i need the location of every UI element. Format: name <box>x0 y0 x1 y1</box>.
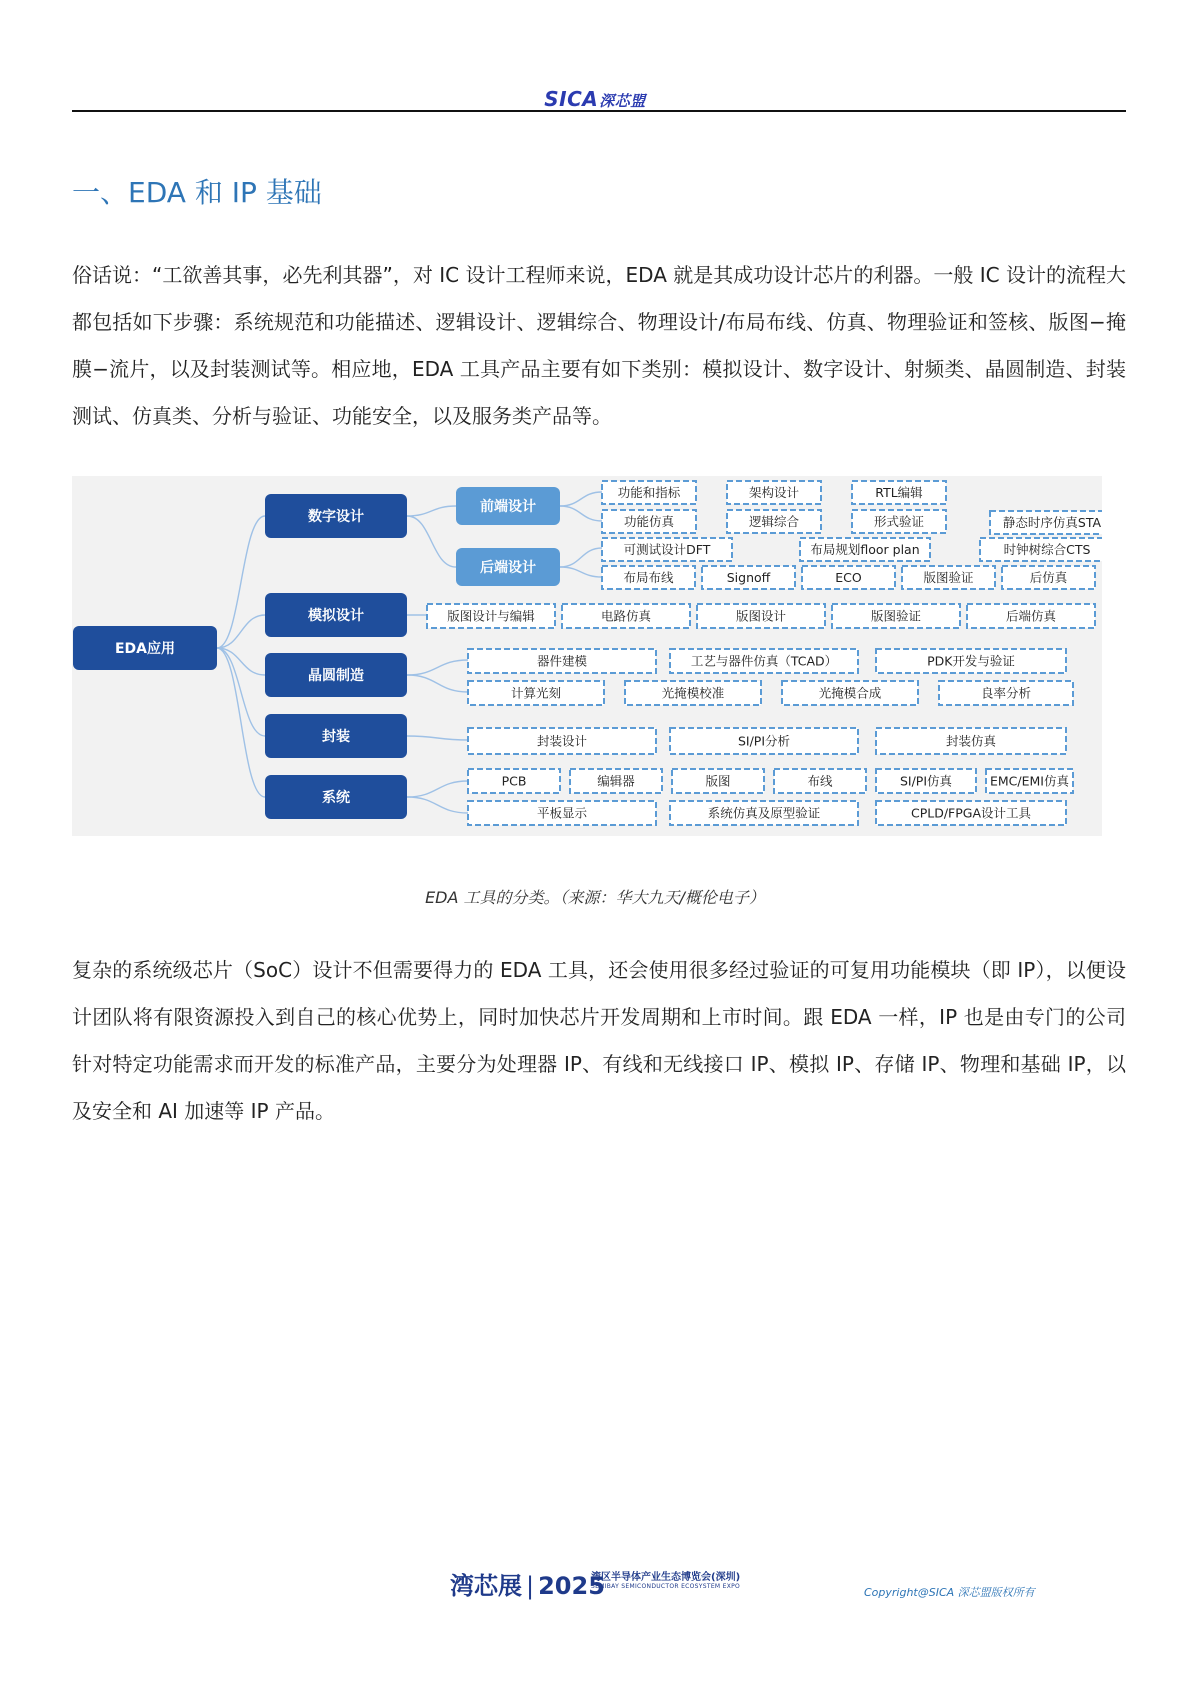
node-category-3-label: 封装 <box>322 729 350 746</box>
box-analog-4-label: 后端仿真 <box>1005 608 1057 624</box>
connector-wafer-a <box>407 660 468 675</box>
section-title: 一、EDA 和 IP 基础 <box>72 176 322 209</box>
box-frontend-0-1 <box>727 481 821 504</box>
box-analog-1-label: 电路仿真 <box>600 608 652 624</box>
connector-system-b <box>407 797 468 813</box>
box-package-0-label: 封装设计 <box>536 733 588 749</box>
box-backend-1-0-label: 布局布线 <box>623 570 674 585</box>
logo-sica: SICA <box>544 87 599 111</box>
connector-front-b <box>560 506 602 521</box>
eda-diagram-svg <box>72 476 1102 836</box>
expo-name: 湾芯展 <box>450 1572 522 1600</box>
connector-package <box>407 736 468 740</box>
box-frontend-1-1 <box>727 510 821 533</box>
node-category-4 <box>265 775 407 819</box>
box-wafer-0-0-label: 器件建模 <box>536 653 588 669</box>
box-system-0-1-label: 编辑器 <box>597 773 635 789</box>
box-system-0-0-label: PCB <box>501 773 527 789</box>
box-system-0-5-label: EMC/EMI仿真 <box>990 773 1069 789</box>
box-frontend-0-2 <box>852 481 946 504</box>
box-analog-0 <box>427 604 555 628</box>
box-package-2-label: 封装仿真 <box>945 733 997 749</box>
box-backend-1-2 <box>802 566 895 589</box>
box-backend-1-4 <box>1002 566 1095 589</box>
box-package-2 <box>876 728 1066 754</box>
connector-digital-0 <box>407 506 456 516</box>
box-backend-1-3-label: 版图验证 <box>923 570 974 585</box>
box-frontend-1-0-label: 功能仿真 <box>623 514 675 529</box>
connector-front-a <box>560 492 602 506</box>
box-frontend-extra-label: 静态时序仿真STA <box>1002 515 1102 530</box>
box-package-1 <box>670 728 858 754</box>
box-frontend-1-2-label: 形式验证 <box>873 514 925 529</box>
eda-diagram <box>72 476 1102 836</box>
node-digital-sub-0-label: 前端设计 <box>480 499 536 516</box>
connector-back-b <box>560 567 602 577</box>
box-frontend-0-0-label: 功能和指标 <box>617 485 681 500</box>
paragraph-2: 复杂的系统级芯片（SoC）设计不但需要得力的 EDA 工具，还会使用很多经过验证的可复用功能模块（即 IP），以便设计团队将有限资源投入到自己的核心优势上，同时加快芯片开发周期和上市时间。跟 EDA 一样，IP 也是由专门的公司针对特定功能需求而开发的标准产品，主要分为处理器 IP、有线和无线接口 IP、模拟 IP、存储 IP、物理和基础 IP，以及安全和 AI 加速等 IP 产品。 <box>72 958 1126 1123</box>
box-backend-1-3 <box>902 566 995 589</box>
node-root-label: EDA应用 <box>114 641 176 658</box>
box-system-1-1-label: 系统仿真及原型验证 <box>707 805 821 821</box>
connector-digital-1 <box>407 516 456 567</box>
box-package-0 <box>468 728 656 754</box>
box-backend-0-1 <box>800 538 930 561</box>
box-system-0-0 <box>468 769 560 793</box>
box-wafer-1-0 <box>468 681 604 705</box>
logo-cn: 深芯盟 <box>599 92 646 110</box>
box-wafer-1-2 <box>782 681 918 705</box>
box-wafer-1-0-label: 计算光刻 <box>510 685 562 701</box>
box-backend-0-2-label: 时钟树综合CTS <box>1003 542 1091 557</box>
node-category-1 <box>265 593 407 637</box>
box-wafer-1-1-label: 光掩模校准 <box>661 685 725 701</box>
box-backend-1-1 <box>702 566 795 589</box>
node-category-0-label: 数字设计 <box>308 509 364 526</box>
box-system-1-0-label: 平板显示 <box>536 805 588 821</box>
box-wafer-0-2 <box>876 649 1066 673</box>
box-system-0-4-label: SI/PI仿真 <box>899 773 953 789</box>
expo-subtitle-en: SEMIBAY SEMICONDUCTOR ECOSYSTEM EXPO <box>591 1583 741 1590</box>
box-backend-1-0 <box>602 566 695 589</box>
box-system-0-4 <box>876 769 976 793</box>
box-backend-0-0-label: 可测试设计DFT <box>623 542 711 557</box>
box-backend-0-0 <box>602 538 732 561</box>
paragraph-1: 俗话说：“工欲善其事，必先利其器”，对 IC 设计工程师来说，EDA 就是其成功设计芯片的利器。一般 IC 设计的流程大都包括如下步骤：系统规范和功能描述、逻辑设计、逻辑综合、物理设计/布局布线、仿真、物理验证和签核、版图−掩膜−流片，以及封装测试等。相应地，EDA 工具产品主要有如下类别：模拟设计、数字设计、射频类、晶圆制造、封装测试、仿真类、分析与验证、功能安全，以及服务类产品等。 <box>72 263 1126 428</box>
header-rule <box>72 110 1126 112</box>
box-system-0-3 <box>774 769 866 793</box>
box-analog-2-label: 版图设计 <box>735 608 787 624</box>
connector-system-a <box>407 781 468 797</box>
box-wafer-1-3-label: 良率分析 <box>980 685 1032 701</box>
node-digital-sub-1 <box>456 548 560 586</box>
box-system-0-1 <box>570 769 662 793</box>
box-system-0-5 <box>986 769 1073 793</box>
box-frontend-0-1-label: 架构设计 <box>748 485 800 500</box>
box-frontend-1-1-label: 逻辑综合 <box>748 514 800 529</box>
box-wafer-0-1 <box>670 649 858 673</box>
box-wafer-0-0 <box>468 649 656 673</box>
node-category-2 <box>265 653 407 697</box>
box-backend-1-1-label: Signoff <box>726 570 771 585</box>
node-category-1-label: 模拟设计 <box>308 608 364 625</box>
box-analog-4 <box>967 604 1095 628</box>
figure-caption: EDA 工具的分类。（来源：华大九天/概伦电子） <box>425 888 765 907</box>
connector-root-4 <box>217 648 265 797</box>
box-system-0-2-label: 版图 <box>705 773 731 789</box>
box-wafer-1-2-label: 光掩模合成 <box>818 685 882 701</box>
expo-subtitle: 湾区半导体产业生态博览会(深圳) <box>591 1572 741 1583</box>
node-digital-sub-0 <box>456 487 560 525</box>
node-category-0 <box>265 494 407 538</box>
box-system-1-0 <box>468 801 656 825</box>
box-frontend-1-0 <box>602 510 696 533</box>
box-system-0-3-label: 布线 <box>807 773 833 789</box>
box-frontend-extra <box>990 511 1102 534</box>
box-frontend-1-2 <box>852 510 946 533</box>
box-wafer-0-1-label: 工艺与器件仿真（TCAD） <box>690 653 838 669</box>
box-wafer-1-3 <box>939 681 1073 705</box>
box-backend-1-2-label: ECO <box>835 570 862 585</box>
box-backend-1-4-label: 后仿真 <box>1029 570 1068 585</box>
header-logo <box>0 87 1190 111</box>
box-wafer-1-1 <box>625 681 761 705</box>
node-root <box>73 626 217 670</box>
expo-year: 2025 <box>538 1572 605 1600</box>
box-analog-3 <box>832 604 960 628</box>
box-backend-0-2 <box>980 538 1102 561</box>
box-analog-2 <box>697 604 825 628</box>
box-system-1-1 <box>670 801 858 825</box>
box-frontend-0-0 <box>602 481 696 504</box>
box-frontend-0-2-label: RTL编辑 <box>875 485 923 500</box>
box-analog-3-label: 版图验证 <box>870 608 922 624</box>
copyright: Copyright@SICA 深芯盟版权所有 <box>864 1586 1035 1599</box>
box-wafer-0-2-label: PDK开发与验证 <box>927 653 1015 669</box>
box-system-1-2-label: CPLD/FPGA设计工具 <box>910 805 1032 821</box>
node-category-4-label: 系统 <box>322 790 350 807</box>
node-category-3 <box>265 714 407 758</box>
connector-wafer-b <box>407 675 468 692</box>
node-digital-sub-1-label: 后端设计 <box>480 560 536 577</box>
node-category-2-label: 晶圆制造 <box>308 668 364 685</box>
box-system-0-2 <box>672 769 764 793</box>
expo-separator: | <box>526 1572 535 1600</box>
box-backend-0-1-label: 布局规划floor plan <box>810 542 920 557</box>
box-package-1-label: SI/PI分析 <box>737 733 791 749</box>
box-analog-0-label: 版图设计与编辑 <box>447 608 535 624</box>
connector-root-0 <box>217 516 265 648</box>
box-analog-1 <box>562 604 690 628</box>
connector-back-a <box>560 548 602 567</box>
box-system-1-2 <box>876 801 1066 825</box>
